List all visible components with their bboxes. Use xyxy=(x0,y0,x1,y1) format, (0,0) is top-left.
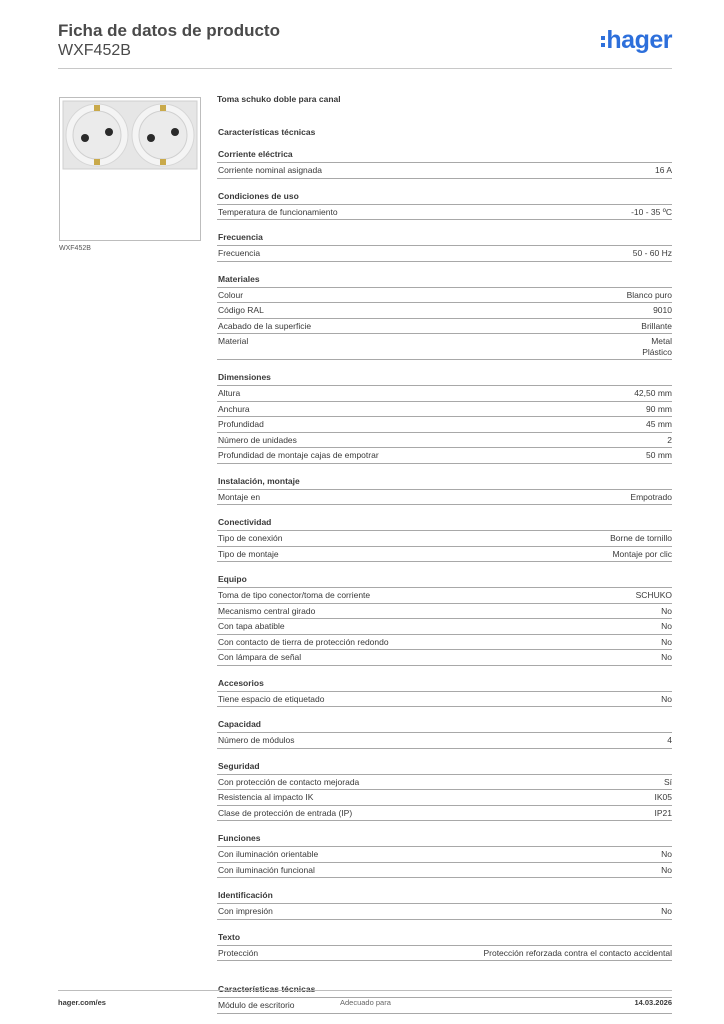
document-header xyxy=(58,20,280,61)
spec-row xyxy=(217,847,672,863)
spec-value: 45 mm xyxy=(646,419,672,429)
header-divider xyxy=(58,68,672,69)
spec-row xyxy=(217,904,672,920)
section-title: Dimensiones xyxy=(217,369,672,386)
spec-row xyxy=(217,303,672,319)
spec-label: Frecuencia xyxy=(218,248,261,258)
spec-label: Clase de protección de entrada (IP) xyxy=(218,807,353,818)
spec-row xyxy=(217,946,672,962)
section-title: Funciones xyxy=(217,830,672,847)
spec-label: Resistencia al impacto IK xyxy=(218,792,314,802)
spec-label: Código RAL xyxy=(218,305,264,315)
spec-sheet xyxy=(217,94,672,1014)
double-schuko-socket-icon xyxy=(60,98,200,240)
spec-row xyxy=(217,806,672,822)
spec-row xyxy=(217,547,672,563)
final-spec-section xyxy=(217,981,672,1014)
section-title: Frecuencia xyxy=(217,229,672,246)
spec-sections xyxy=(217,146,672,961)
footer-suitable-for: Adecuado para xyxy=(340,998,391,1007)
spec-row xyxy=(217,334,672,360)
spec-row xyxy=(217,998,672,1014)
spec-value: SCHUKO xyxy=(635,590,672,600)
section-title: Capacidad xyxy=(217,716,672,733)
document-title: Ficha de datos de producto xyxy=(58,21,280,40)
spec-label: Colour xyxy=(218,289,244,300)
spec-label: Con iluminación funcional xyxy=(218,864,315,875)
spec-value: Blanco puro xyxy=(626,289,672,300)
spec-row xyxy=(217,635,672,651)
spec-label: Montaje en xyxy=(218,491,261,502)
spec-value: No xyxy=(661,652,672,662)
spec-row xyxy=(217,417,672,433)
logo-dots-icon xyxy=(601,33,605,50)
spec-row xyxy=(217,402,672,418)
spec-row xyxy=(217,246,672,262)
product-code: WXF452B xyxy=(58,42,131,59)
spec-label: Mecanismo central girado xyxy=(218,605,316,616)
spec-label: Número de módulos xyxy=(218,735,295,745)
spec-row xyxy=(217,863,672,879)
spec-row xyxy=(217,386,672,402)
section-title: Características técnicas xyxy=(217,981,672,998)
spec-value: Metal Plástico xyxy=(642,336,672,357)
spec-value: No xyxy=(661,864,672,875)
spec-label: Profundidad xyxy=(218,419,264,429)
spec-row xyxy=(217,448,672,464)
spec-label: Con impresión xyxy=(218,906,273,916)
spec-value: IP21 xyxy=(654,807,672,818)
spec-value: No xyxy=(661,693,672,704)
image-caption: WXF452B xyxy=(59,245,91,252)
spec-row xyxy=(217,790,672,806)
section-title: Accesorios xyxy=(217,675,672,692)
spec-value: Sí xyxy=(663,776,672,787)
spec-row xyxy=(217,163,672,179)
spec-value: Borne de tornillo xyxy=(610,533,672,543)
spec-label: Con lámpara de señal xyxy=(218,652,302,662)
spec-label: Con contacto de tierra de protección redondo xyxy=(218,636,389,647)
spec-row xyxy=(217,604,672,620)
spec-label: Con iluminación orientable xyxy=(218,849,319,859)
section-title: Conectividad xyxy=(217,514,672,531)
spec-label: Temperatura de funcionamiento xyxy=(218,206,338,217)
spec-value: 90 mm xyxy=(646,403,672,414)
spec-label: Material xyxy=(218,336,249,346)
spec-value: Montaje por clic xyxy=(612,548,672,559)
spec-label: Con tapa abatible xyxy=(218,621,285,631)
spec-value: No xyxy=(661,849,672,859)
spec-label: Corriente nominal asignada xyxy=(218,165,322,175)
spec-label: Anchura xyxy=(218,403,250,414)
spec-value: IK05 xyxy=(654,792,672,802)
spec-label: Tipo de montaje xyxy=(218,548,279,559)
spec-value: 42,50 mm xyxy=(634,388,672,398)
spec-value: No xyxy=(661,605,672,616)
spec-label: Con protección de contacto mejorada xyxy=(218,776,360,787)
footer-divider xyxy=(58,990,672,991)
spec-row xyxy=(217,650,672,666)
spec-value: Protección reforzada contra el contacto accidental xyxy=(483,947,672,958)
product-image xyxy=(59,97,201,241)
spec-row xyxy=(217,588,672,604)
spec-row xyxy=(217,775,672,791)
section-title: Identificación xyxy=(217,887,672,904)
spec-label: Toma de tipo conector/toma de corriente xyxy=(218,590,371,600)
spec-row xyxy=(217,692,672,708)
spec-label: Tipo de conexión xyxy=(218,533,283,543)
spec-value: 16 A xyxy=(654,165,672,175)
section-title: Instalación, montaje xyxy=(217,473,672,490)
section-title: Materiales xyxy=(217,271,672,288)
spec-label: Módulo de escritorio xyxy=(218,1000,295,1010)
spec-value: Brillante xyxy=(641,320,672,331)
spec-value: 4 xyxy=(667,735,672,745)
spec-value: Empotrado xyxy=(630,491,672,502)
spec-value: 2 xyxy=(667,434,672,445)
section-title: Seguridad xyxy=(217,758,672,775)
spec-value: -10 - 35 ºC xyxy=(631,206,672,217)
spec-row xyxy=(217,490,672,506)
spec-value: No xyxy=(661,621,672,631)
spec-label: Tiene espacio de etiquetado xyxy=(218,693,325,704)
spec-value: No xyxy=(661,636,672,647)
spec-value: No xyxy=(661,906,672,916)
section-title: Condiciones de uso xyxy=(217,188,672,205)
spec-row xyxy=(217,531,672,547)
spec-row xyxy=(217,319,672,335)
footer-date: 14.03.2026 xyxy=(634,998,672,1007)
section-title: Equipo xyxy=(217,571,672,588)
section-title: Corriente eléctrica xyxy=(217,146,672,163)
spec-value: 50 mm xyxy=(646,450,672,460)
section-title: Texto xyxy=(217,929,672,946)
section-title: Características técnicas xyxy=(218,127,316,137)
spec-label: Acabado de la superficie xyxy=(218,320,312,331)
spec-label: Profundidad de montaje cajas de empotrar xyxy=(218,450,379,460)
hager-logo[interactable] xyxy=(601,26,672,55)
spec-label: Número de unidades xyxy=(218,434,297,445)
spec-row xyxy=(217,288,672,304)
spec-row xyxy=(217,619,672,635)
spec-row xyxy=(217,205,672,221)
logo-text: hager xyxy=(606,26,672,54)
spec-label: Altura xyxy=(218,388,241,398)
spec-row xyxy=(217,733,672,749)
spec-value: 50 - 60 Hz xyxy=(632,248,672,258)
spec-label: Protección xyxy=(218,947,259,958)
spec-row xyxy=(217,433,672,449)
footer-url[interactable]: hager.com/es xyxy=(58,998,106,1007)
spec-value: 9010 xyxy=(653,305,672,315)
product-name: Toma schuko doble para canal xyxy=(217,94,341,104)
